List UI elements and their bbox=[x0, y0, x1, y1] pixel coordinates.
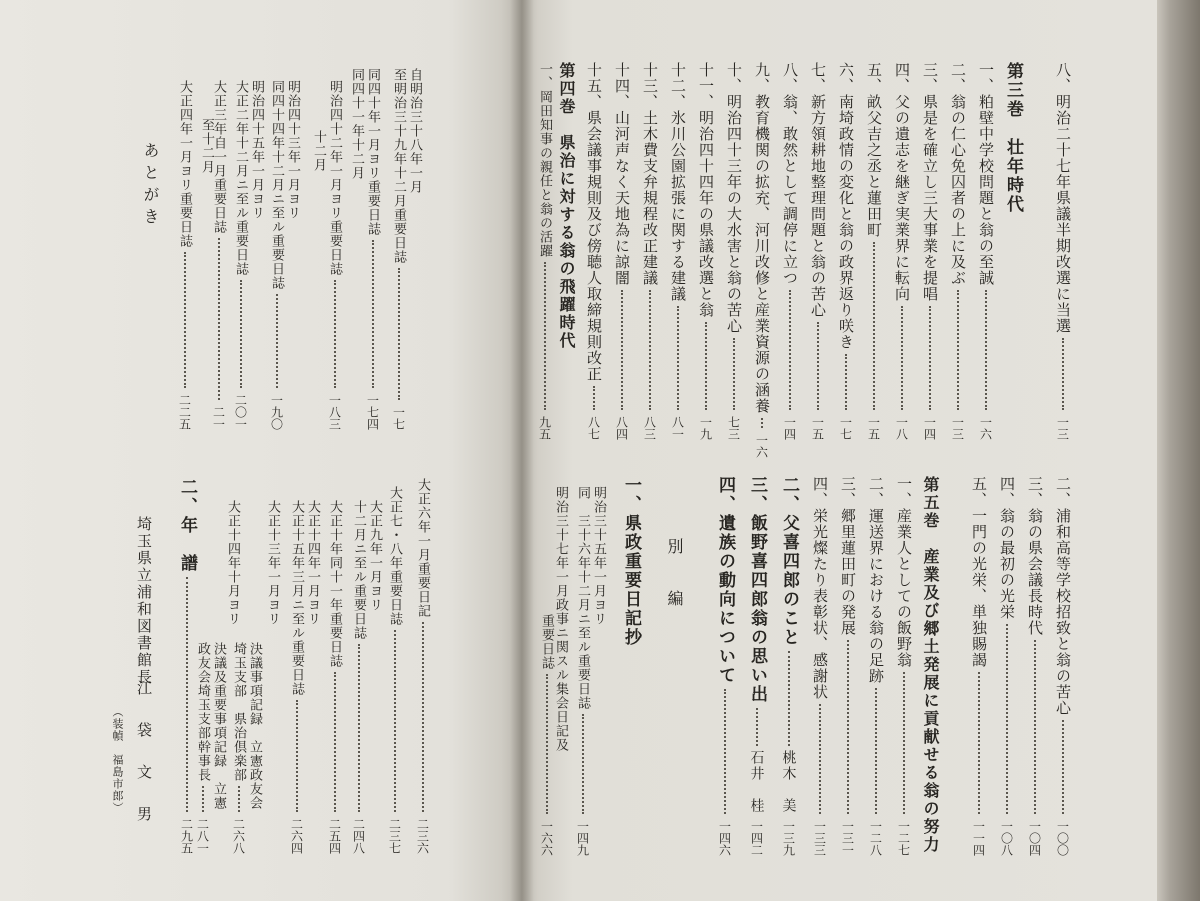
section-heading: 第五巻 産業及び郷土発展に貢献せる翁の努力 bbox=[921, 476, 940, 854]
toc-subline: 大正九年一月ヨリ bbox=[367, 500, 382, 612]
dot-leader bbox=[422, 622, 424, 812]
toc-entry-title: 一、粕壁中学校問題と翁の至誠 bbox=[977, 62, 995, 286]
toc-entry-page: 二三六 bbox=[415, 818, 430, 854]
dot-leader bbox=[202, 786, 204, 812]
toc-entry-page: 一七四 bbox=[365, 394, 380, 430]
toc-entry-title: 十二、氷川公園拡張に関する建議 bbox=[669, 62, 687, 302]
toc-entry[interactable] bbox=[670, 62, 685, 440]
toc-entry[interactable] bbox=[999, 476, 1014, 856]
toc-entry-title: 十五、県会議事規則及び傍聴人取締規則改正 bbox=[585, 62, 603, 382]
toc-entry-page: 八四 bbox=[614, 416, 629, 440]
toc-entry[interactable] bbox=[614, 62, 629, 440]
toc-entry-title: 二、翁の仁心免囚者の上に及ぶ bbox=[949, 62, 967, 286]
toc-entry-page: 一四 bbox=[782, 416, 797, 440]
toc-entry-title: 大正十年同十一年重要日誌 bbox=[327, 500, 342, 668]
toc-entry[interactable] bbox=[366, 68, 379, 430]
toc-subline: 明治四十五年一月ヨリ bbox=[249, 80, 264, 220]
dot-leader bbox=[621, 290, 623, 410]
toc-entry[interactable] bbox=[1055, 62, 1070, 440]
page-edge bbox=[1157, 0, 1200, 901]
dot-leader bbox=[1062, 720, 1064, 814]
toc-entry[interactable] bbox=[328, 80, 341, 430]
dot-leader bbox=[929, 306, 931, 410]
dot-leader bbox=[649, 290, 651, 410]
toc-entry[interactable] bbox=[196, 642, 209, 854]
dot-leader bbox=[186, 577, 188, 812]
toc-entry-page: 二四八 bbox=[351, 818, 366, 854]
toc-entry[interactable] bbox=[810, 62, 825, 440]
toc-entry-page: 二二五 bbox=[177, 394, 192, 430]
toc-entry[interactable] bbox=[868, 476, 883, 856]
toc-entry-title: 重要日誌 bbox=[539, 614, 554, 670]
dot-leader bbox=[901, 306, 903, 410]
toc-entry[interactable] bbox=[978, 62, 993, 440]
toc-entry-title: 二、年 譜 bbox=[177, 478, 197, 573]
dot-leader bbox=[756, 708, 758, 746]
toc-entry-title: 八、明治二十七年県議半期改選に当選 bbox=[1054, 62, 1072, 334]
toc-entry-title: 一、岡田知事の親任と翁の活躍 bbox=[537, 62, 552, 258]
toc-entry-page: 二三七 bbox=[387, 818, 402, 854]
toc-subline: 自明治三十八年一月 bbox=[407, 68, 422, 194]
toc-entry[interactable] bbox=[1055, 476, 1070, 856]
toc-entry[interactable] bbox=[270, 80, 283, 430]
toc-entry[interactable] bbox=[922, 62, 937, 440]
toc-entry[interactable] bbox=[586, 62, 601, 440]
toc-entry-author: 石井 桂 bbox=[748, 750, 765, 814]
toc-entry-page: 一五 bbox=[810, 416, 825, 440]
toc-entry[interactable] bbox=[782, 62, 797, 440]
toc-entry-page: 二八一 bbox=[195, 818, 210, 854]
toc-entry[interactable] bbox=[392, 68, 405, 430]
toc-entry-title: 四、栄光燦たり表彰状、感謝状 bbox=[811, 476, 829, 700]
toc-entry[interactable] bbox=[622, 476, 639, 647]
toc-entry-page: 二六八 bbox=[231, 818, 246, 854]
toc-entry[interactable] bbox=[971, 476, 986, 856]
toc-entry-title: 大正七・八年重要日誌 bbox=[387, 486, 402, 626]
toc-entry-title: 一、県政重要日記抄 bbox=[621, 476, 641, 647]
dot-leader bbox=[819, 704, 821, 814]
toc-entry[interactable] bbox=[838, 62, 853, 440]
toc-entry-title: 五、畝父吉之丞と蓮田町 bbox=[865, 62, 883, 238]
toc-entry-page: 一七 bbox=[838, 416, 853, 440]
toc-entry-page: 一五 bbox=[866, 416, 881, 440]
toc-entry[interactable] bbox=[1027, 476, 1042, 856]
dot-leader bbox=[957, 290, 959, 410]
toc-entry-page: 一六六 bbox=[539, 820, 554, 856]
book-gutter bbox=[510, 0, 534, 901]
toc-entry[interactable] bbox=[416, 478, 429, 854]
dot-leader bbox=[276, 294, 278, 388]
toc-entry-page: 一四九 bbox=[575, 820, 590, 856]
dot-leader bbox=[985, 290, 987, 410]
colophon-title: 埼玉県立浦和図書館長 bbox=[135, 516, 153, 686]
toc-subline: 同四十一年十二月 bbox=[349, 68, 364, 180]
toc-entry[interactable] bbox=[178, 80, 191, 430]
toc-entry-title: 六、南埼政情の変化と翁の政界返り咲き bbox=[837, 62, 855, 350]
toc-entry-page: 一〇八 bbox=[999, 820, 1014, 856]
toc-entry-title: 三、翁の県会議長時代 bbox=[1026, 476, 1044, 636]
afterword-heading[interactable]: あとがき bbox=[141, 142, 160, 230]
toc-entry-page: 一四六 bbox=[717, 820, 732, 856]
toc-entry-page: 七三 bbox=[726, 416, 741, 440]
dot-leader bbox=[817, 322, 819, 410]
toc-subline: 十二月 bbox=[311, 130, 326, 172]
toc-entry[interactable] bbox=[753, 62, 771, 458]
toc-entry-page: 一八三 bbox=[327, 394, 342, 430]
toc-entry-title: 至明治三十九年十二月重要日誌 bbox=[391, 68, 406, 264]
toc-entry[interactable] bbox=[894, 62, 909, 440]
toc-entry-title: 十二月ニ至ル重要日誌 bbox=[351, 500, 366, 640]
dot-leader bbox=[903, 672, 905, 814]
dot-leader bbox=[240, 280, 242, 388]
toc-entry-page: 一八 bbox=[894, 416, 909, 440]
dot-leader bbox=[544, 262, 546, 410]
toc-entry-page: 一六 bbox=[754, 434, 769, 458]
toc-entry-page: 一三一 bbox=[840, 820, 855, 856]
toc-entry-page: 一六 bbox=[978, 416, 993, 440]
toc-entry-title: 大正六年一月重要日記 bbox=[415, 478, 430, 618]
toc-entry-page: 一三三 bbox=[812, 820, 827, 856]
toc-entry[interactable] bbox=[726, 62, 741, 440]
toc-entry-title: 十一、明治四十四年の県議改選と翁 bbox=[697, 62, 715, 318]
toc-entry-page: 九五 bbox=[537, 416, 552, 440]
toc-entry[interactable] bbox=[716, 476, 733, 856]
toc-entry-title: 政友会埼玉支部幹事長 bbox=[195, 642, 210, 782]
toc-entry[interactable] bbox=[178, 478, 195, 854]
dot-leader bbox=[358, 644, 360, 812]
toc-entry-title: 明治四十二年一月ヨリ重要日誌 bbox=[327, 80, 342, 276]
dot-leader bbox=[546, 674, 548, 814]
toc-entry-page: 一九 bbox=[698, 416, 713, 440]
toc-entry[interactable] bbox=[866, 62, 881, 440]
toc-subline: 明治三十七年一月政事ニ関スル集会日記及 bbox=[553, 486, 568, 752]
dot-leader bbox=[593, 386, 595, 410]
toc-entry-title: 三、郷里蓮田町の発展 bbox=[839, 476, 857, 636]
dot-leader bbox=[875, 688, 877, 814]
dot-leader bbox=[705, 322, 707, 410]
toc-entry-title: 二、浦和高等学校招致と翁の苦心 bbox=[1054, 476, 1072, 716]
toc-entry[interactable] bbox=[950, 62, 965, 440]
dot-leader bbox=[845, 354, 847, 410]
dot-leader bbox=[218, 238, 220, 400]
toc-entry-title: 四、遺族の動向について bbox=[715, 476, 735, 685]
toc-entry-page: 一四 bbox=[922, 416, 937, 440]
toc-entry[interactable] bbox=[698, 62, 713, 440]
toc-entry[interactable] bbox=[780, 476, 797, 856]
toc-entry-title: 十四、山河声なく天地為に諒闇 bbox=[613, 62, 631, 286]
toc-entry-page: 一〇四 bbox=[1027, 820, 1042, 856]
toc-entry-title: 大正四年一月ヨリ重要日誌 bbox=[177, 80, 192, 248]
toc-entry[interactable] bbox=[234, 80, 247, 430]
dot-leader bbox=[677, 306, 679, 410]
toc-entry-page: 二九五 bbox=[179, 818, 194, 854]
colophon-note: （装幀 福島市郎） bbox=[111, 706, 124, 814]
toc-entry[interactable] bbox=[388, 486, 401, 854]
toc-entry-page: 二〇一 bbox=[233, 394, 248, 430]
dot-leader bbox=[1062, 338, 1064, 410]
toc-entry-page: 八三 bbox=[642, 416, 657, 440]
toc-entry-page: 八一 bbox=[670, 416, 685, 440]
toc-entry-title: 十三、土木費支弁規程改正建議 bbox=[641, 62, 659, 286]
toc-subline: 明治四十三年一月ヨリ bbox=[285, 80, 300, 220]
toc-entry-page: 一二八 bbox=[868, 820, 883, 856]
appendix-heading: 別 編 bbox=[665, 538, 684, 616]
toc-entry-page: 一一四 bbox=[971, 820, 986, 856]
toc-subline: 大正十四年十月ヨリ bbox=[225, 500, 240, 626]
toc-subline: 決議事項記録 立憲政友会 bbox=[247, 642, 262, 810]
toc-entry-title: 八、翁、敢然として調停に立つ bbox=[781, 62, 799, 286]
dot-leader bbox=[733, 338, 735, 410]
toc-entry-title: 大正十五年三月ニ至ル重要日誌 bbox=[289, 500, 304, 696]
toc-entry-title: 二、父喜四郎のこと bbox=[779, 476, 799, 647]
dot-leader bbox=[296, 700, 298, 812]
dot-leader bbox=[398, 268, 400, 400]
dot-leader bbox=[372, 240, 374, 388]
toc-subline: 大正十四年一月ヨリ bbox=[305, 500, 320, 626]
dot-leader bbox=[724, 689, 726, 814]
toc-entry[interactable] bbox=[328, 500, 341, 854]
toc-subline: 大正十三年一月ヨリ bbox=[265, 500, 280, 626]
dot-leader bbox=[1034, 640, 1036, 814]
dot-leader bbox=[788, 651, 790, 746]
toc-entry-title: 五、一門の光栄、単独賜謁 bbox=[970, 476, 988, 668]
dot-leader bbox=[238, 786, 240, 812]
toc-entry-page: 二五四 bbox=[327, 818, 342, 854]
toc-entry-page: 二一 bbox=[211, 406, 226, 430]
toc-entry[interactable] bbox=[540, 614, 553, 856]
toc-entry[interactable] bbox=[748, 476, 765, 856]
dot-leader bbox=[582, 714, 584, 814]
section-heading: 第四巻 県治に対する翁の飛躍時代 bbox=[557, 62, 576, 350]
toc-entry-title: 二、運送界における翁の足跡 bbox=[867, 476, 885, 684]
toc-entry-title: 同 三十六年十二月ニ至ル重要日誌 bbox=[575, 486, 590, 710]
toc-entry-title: 同四十四年十二月ニ至ル重要日誌 bbox=[269, 80, 284, 290]
dot-leader bbox=[873, 242, 875, 410]
section-heading: 第三巻 壮年時代 bbox=[1003, 62, 1023, 214]
toc-entry-title: 埼玉支部 県治倶楽部 bbox=[231, 642, 246, 782]
toc-entry-title: 大正三年自一月重要日誌 bbox=[211, 80, 226, 234]
toc-subline: 決議及重要事項記録 立憲 bbox=[211, 642, 226, 810]
toc-entry-page: 一〇〇 bbox=[1055, 820, 1070, 856]
dot-leader bbox=[847, 640, 849, 814]
toc-entry[interactable] bbox=[896, 476, 911, 856]
toc-entry[interactable] bbox=[840, 476, 855, 856]
toc-entry-title: 三、県是を確立し三大事業を提唱 bbox=[921, 62, 939, 302]
toc-entry-page: 一二七 bbox=[896, 820, 911, 856]
toc-entry-title: 九、教育機関の拡充、河川改修と産業資源の涵養 bbox=[753, 62, 771, 414]
toc-entry-author: 桃木 美 bbox=[780, 750, 797, 814]
toc-entry-page: 一三 bbox=[1055, 416, 1070, 440]
toc-entry-title: 三、飯野喜四郎翁の思い出 bbox=[747, 476, 767, 704]
toc-subline: 明治三十五年一月ヨリ bbox=[591, 486, 606, 626]
toc-entry-title: 十、明治四十三年の大水害と翁の苦心 bbox=[725, 62, 743, 334]
toc-entry-page: 一九〇 bbox=[269, 394, 284, 430]
toc-entry[interactable] bbox=[290, 500, 303, 854]
dot-leader bbox=[394, 630, 396, 812]
toc-entry[interactable] bbox=[576, 486, 589, 856]
dot-leader bbox=[1006, 624, 1008, 814]
toc-entry[interactable] bbox=[352, 500, 365, 854]
toc-subline: 至十二月 bbox=[199, 118, 214, 174]
toc-entry-page: 一三九 bbox=[781, 820, 796, 856]
toc-entry[interactable] bbox=[538, 62, 551, 440]
dot-leader bbox=[334, 672, 336, 812]
toc-entry-title: 七、新方領耕地整理問題と翁の苦心 bbox=[809, 62, 827, 318]
toc-entry-page: 一七 bbox=[391, 406, 406, 430]
toc-entry-title: 大正二年十二月ニ至ル重要日誌 bbox=[233, 80, 248, 276]
dot-leader bbox=[978, 672, 980, 814]
toc-entry-page: 二六四 bbox=[289, 818, 304, 854]
toc-entry-title: 四、父の遺志を継ぎ実業界に転向 bbox=[893, 62, 911, 302]
dot-leader bbox=[789, 290, 791, 410]
toc-entry-page: 八七 bbox=[586, 416, 601, 440]
toc-entry[interactable] bbox=[812, 476, 827, 856]
toc-entry[interactable] bbox=[642, 62, 657, 440]
dot-leader bbox=[184, 252, 186, 388]
dot-leader bbox=[334, 280, 336, 388]
toc-entry[interactable] bbox=[232, 642, 245, 854]
dot-leader bbox=[761, 418, 763, 428]
toc-entry-page: 一四二 bbox=[749, 820, 764, 856]
toc-entry-title: 四、翁の最初の光栄 bbox=[998, 476, 1016, 620]
toc-entry-title: 一、産業人としての飯野翁 bbox=[895, 476, 913, 668]
toc-entry-title: 同四十年一月ヨリ重要日誌 bbox=[365, 68, 380, 236]
toc-entry-page: 一三 bbox=[950, 416, 965, 440]
colophon-name: 江 袋 文 男 bbox=[135, 680, 153, 827]
